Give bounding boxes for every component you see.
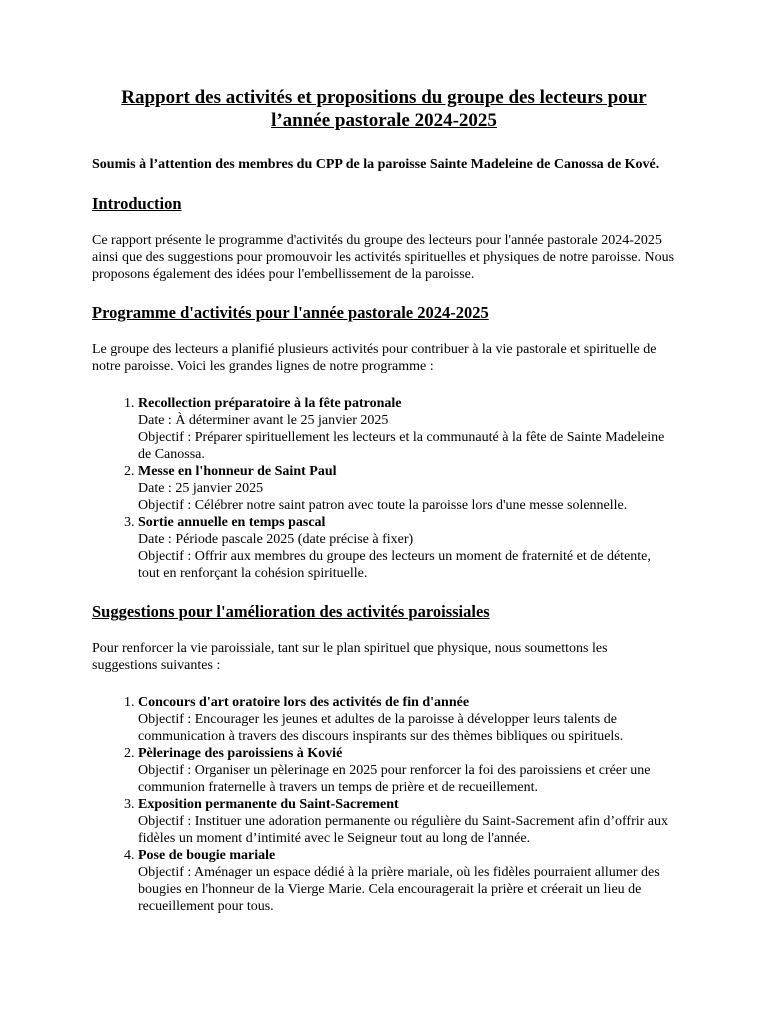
item-title: 3. Exposition permanente du Saint-Sacrement — [138, 797, 399, 812]
list-item — [138, 847, 676, 915]
list-item — [138, 463, 676, 514]
list-item — [138, 745, 676, 796]
item-date: Date : 25 janvier 2025 — [138, 481, 264, 496]
list-item — [138, 395, 676, 463]
submission-notice: Soumis à l’attention des membres du CPP de la paroisse Sainte Madeleine de Canossa de Kové. — [92, 157, 660, 172]
item-objective: Objectif : Encourager les jeunes et adultes de la paroisse à développer leurs talents de communication à travers des discours inspirants sur des thèmes bibliques ou spirituels. — [138, 712, 624, 744]
item-objective: Objectif : Préparer spirituellement les lecteurs et la communauté à la fête de Sainte Madeleine de Canossa. — [138, 430, 665, 462]
title-line-2: l’année pastorale 2024-2025 — [271, 110, 497, 131]
programme-list — [92, 395, 676, 582]
item-date: Date : À déterminer avant le 25 janvier 2025 — [138, 413, 389, 428]
suggestions-list — [92, 694, 676, 915]
suggestions-intro-text: Pour renforcer la vie paroissiale, tant sur le plan spirituel que physique, nous soumettons les suggestions suivantes : — [92, 641, 608, 673]
list-item — [138, 514, 676, 582]
item-objective: Objectif : Offrir aux membres du groupe des lecteurs un moment de fraternité et de détente, tout en renforçant la cohésion spirituelle. — [138, 549, 651, 581]
list-item — [138, 694, 676, 745]
list-item — [138, 796, 676, 847]
document-title — [92, 86, 676, 132]
item-date: Date : Période pascale 2025 (date précise à fixer) — [138, 532, 414, 547]
item-title: 1. Recollection préparatoire à la fête patronale — [138, 396, 402, 411]
item-title: 2. Pèlerinage des paroissiens à Kovié — [138, 746, 343, 761]
programme-heading: Programme d'activités pour l'année pastorale 2024-2025 — [92, 303, 489, 322]
programme-intro-text: Le groupe des lecteurs a planifié plusieurs activités pour contribuer à la vie pastorale et spirituelle de notre paroisse. Voici les grandes lignes de notre programme : — [92, 342, 657, 374]
introduction-heading: Introduction — [92, 194, 182, 213]
item-objective: Objectif : Aménager un espace dédié à la prière mariale, où les fidèles pourraient allumer des bougies en l'honneur de la Vierge Marie. Cela encouragerait la prière et créerait un lieu de recueillement pour tous. — [138, 865, 660, 914]
item-title: 2. Messe en l'honneur de Saint Paul — [138, 464, 337, 479]
introduction-text: Ce rapport présente le programme d'activités du groupe des lecteurs pour l'année pastorale 2024-2025 ainsi que des suggestions pour promouvoir les activités spirituelles et physiques de notre paroisse. Nous proposons également des idées pour l'embellissement de la paroisse. — [92, 233, 675, 282]
item-objective: Objectif : Instituer une adoration permanente ou régulière du Saint-Sacrement afin d’offrir aux fidèles un moment d’intimité avec le Seigneur tout au long de l'année. — [138, 814, 668, 846]
title-line-1: Rapport des activités et propositions du groupe des lecteurs pour — [121, 87, 647, 108]
item-objective: Objectif : Célébrer notre saint patron avec toute la paroisse lors d'une messe solennelle. — [138, 498, 628, 513]
item-objective: Objectif : Organiser un pèlerinage en 2025 pour renforcer la foi des paroissiens et créer une communion fraternelle à travers un temps de prière et de recueillement. — [138, 763, 651, 795]
suggestions-heading: Suggestions pour l'amélioration des activités paroissiales — [92, 602, 490, 621]
item-title: 1. Concours d'art oratoire lors des activités de fin d'année — [138, 695, 470, 710]
item-title: 4. Pose de bougie mariale — [138, 848, 276, 863]
item-title: 3. Sortie annuelle en temps pascal — [138, 515, 326, 530]
